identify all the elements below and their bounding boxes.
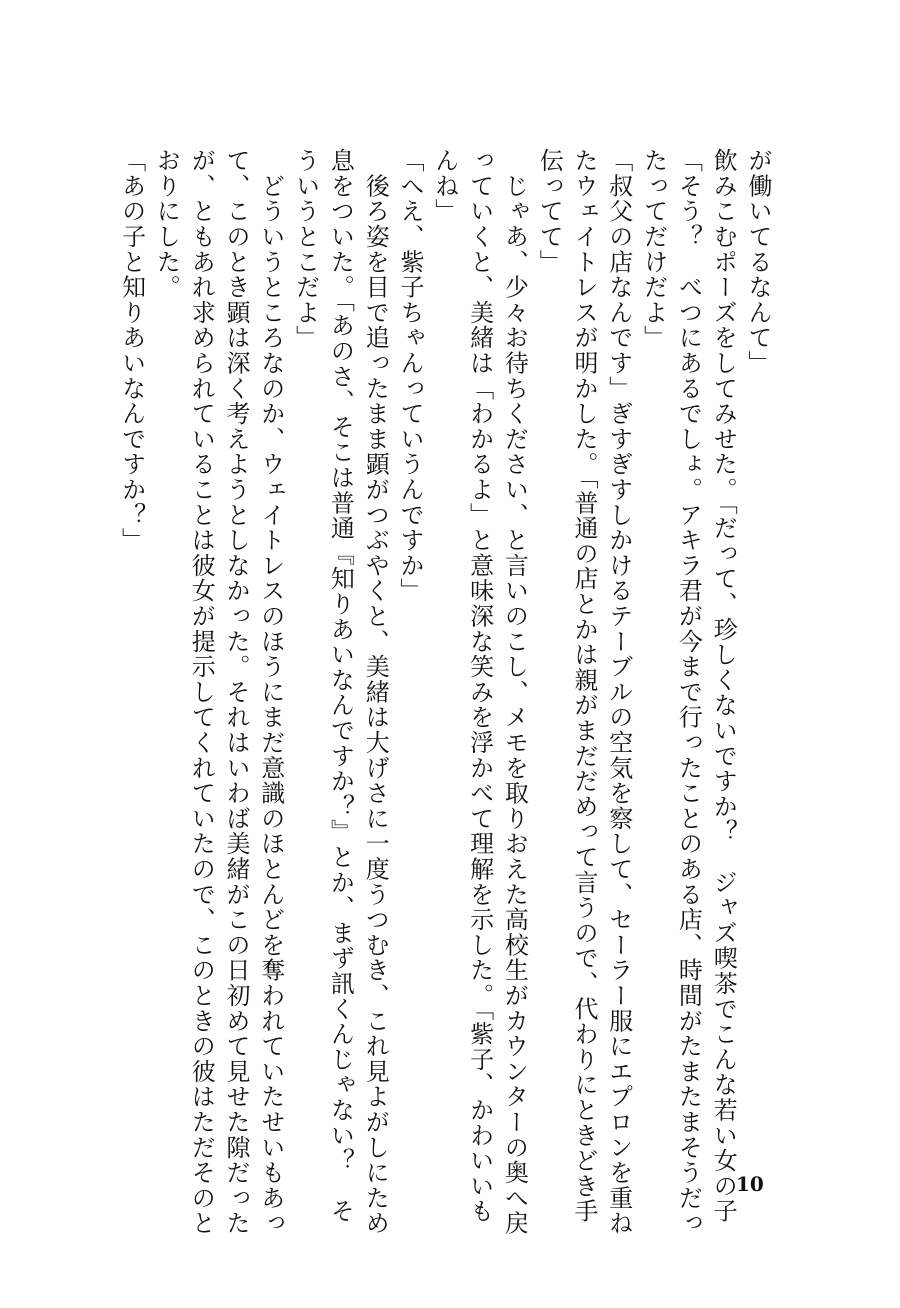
text-line: て、このとき顕は深く考えようとしなかった。それはいわば美緒がこの日初めて見せた隙だった bbox=[222, 148, 250, 1236]
text-line: たってだけだよ」 bbox=[639, 148, 668, 351]
text-line: んね」 bbox=[430, 148, 459, 224]
text-line: 「叔父の店なんです」ぎすぎすしかけるテーブルの空気を察して、セーラー服にエプロンを重ね bbox=[604, 148, 633, 1236]
text-line: 飲みこむポーズをしてみせた。「だって、珍しくないですか？ ジャズ喫茶でこんな若い女の子 bbox=[709, 148, 738, 1224]
text-line: ういうとこだよ」 bbox=[291, 148, 320, 351]
text-line: が、ともあれ求められていることは彼女が提示してくれていたので、このときの彼はただそのと bbox=[187, 148, 216, 1236]
text-line: が働いてるなんて」 bbox=[744, 148, 772, 376]
text-line: おりにした。 bbox=[152, 148, 181, 300]
text-line: じゃあ、少々お待ちください、と言いのこし、メモを取りおえた高校生がカウンターの奥へ戻 bbox=[500, 148, 529, 1236]
text-line: っていくと、美緒は「わかるよ」と意味深な笑みを浮かべて理解を示した。「紫子、かわいいも bbox=[465, 148, 494, 1224]
text-line: どういうところなのか、ウェイトレスのほうにまだ意識のほとんどを奪われていたせいもあっ bbox=[256, 148, 285, 1236]
text-line: 後ろ姿を目で追ったまま顕がつぶやくと、美緒は大げさに一度うつむき、これ見よがしにため bbox=[361, 148, 390, 1236]
page-number: 10 bbox=[736, 1172, 764, 1196]
text-line: 「そう？ べつにあるでしょ。アキラ君が今まで行ったことのある店、時間がたまたまそうだっ bbox=[674, 148, 703, 1236]
text-line: 「へえ、紫子ちゃんっていうんですか」 bbox=[396, 148, 424, 604]
text-line: たウェイトレスが明かした。「普通の店とかは親がまだだめって言うので、代わりにときどき手 bbox=[570, 148, 598, 1224]
text-line: 「あの子と知りあいなんですか？」 bbox=[117, 148, 146, 553]
text-line: 息をついた。「あのさ、そこは普通『知りあいなんですか？』とか、まず訊くんじゃない？ そ bbox=[326, 148, 355, 1224]
text-line: 伝ってて」 bbox=[535, 148, 564, 275]
